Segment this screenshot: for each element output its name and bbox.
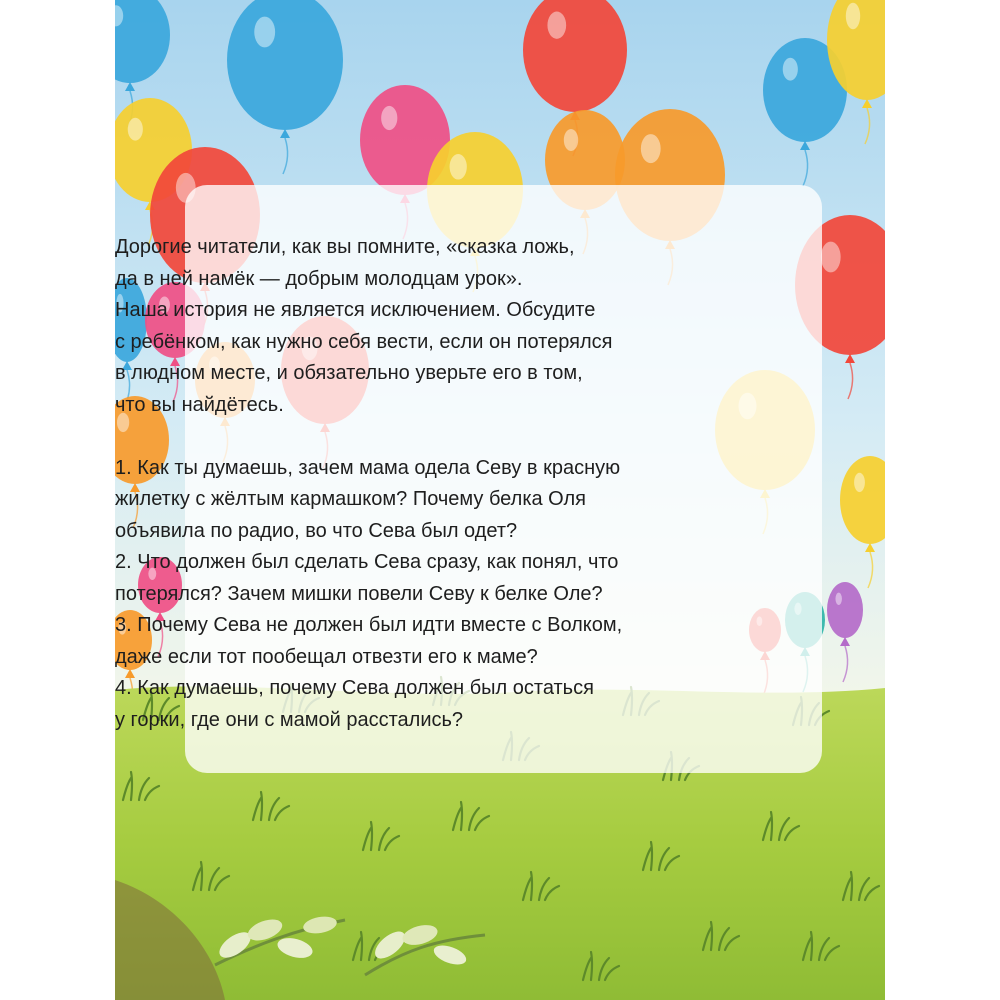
intro-line: Наша история не является исключением. Обсудите (115, 299, 596, 321)
question-line: 1. Как ты думаешь, зачем мама одела Севу в красную (115, 456, 621, 479)
intro-line: что вы найдётесь. (115, 393, 284, 416)
question-line: у горки, где они с мамой расстались? (115, 708, 464, 731)
intro-paragraph (115, 232, 735, 421)
intro-line: в людном месте, и обязательно уверьте его в том, (115, 362, 583, 384)
intro-line: с ребёнком, как нужно себя вести, если он потерялся (115, 330, 613, 353)
question-line: потерялся? Зачем мишки повели Севу к белке Оле? (115, 582, 603, 605)
intro-line: да в ней намёк — добрым молодцам урок». (115, 267, 523, 290)
question-line: даже если тот пообещал отвезти его к маме? (115, 645, 538, 668)
question-line: жилетку с жёлтым кармашком? Почему белка Оля (115, 488, 587, 510)
questions-list (115, 453, 735, 737)
question-line: объявила по радио, во что Сева был одет? (115, 519, 518, 542)
intro-line: Дорогие читатели, как вы помните, «сказка ложь, (115, 236, 575, 258)
question-line: 3. Почему Сева не должен был идти вместе с Волком, (115, 614, 623, 636)
question-line: 4. Как думаешь, почему Сева должен был остаться (115, 677, 594, 699)
card-text (115, 232, 735, 736)
question-line: 2. Что должен был сделать Сева сразу, как понял, что (115, 551, 619, 573)
paragraph-gap (115, 421, 735, 453)
